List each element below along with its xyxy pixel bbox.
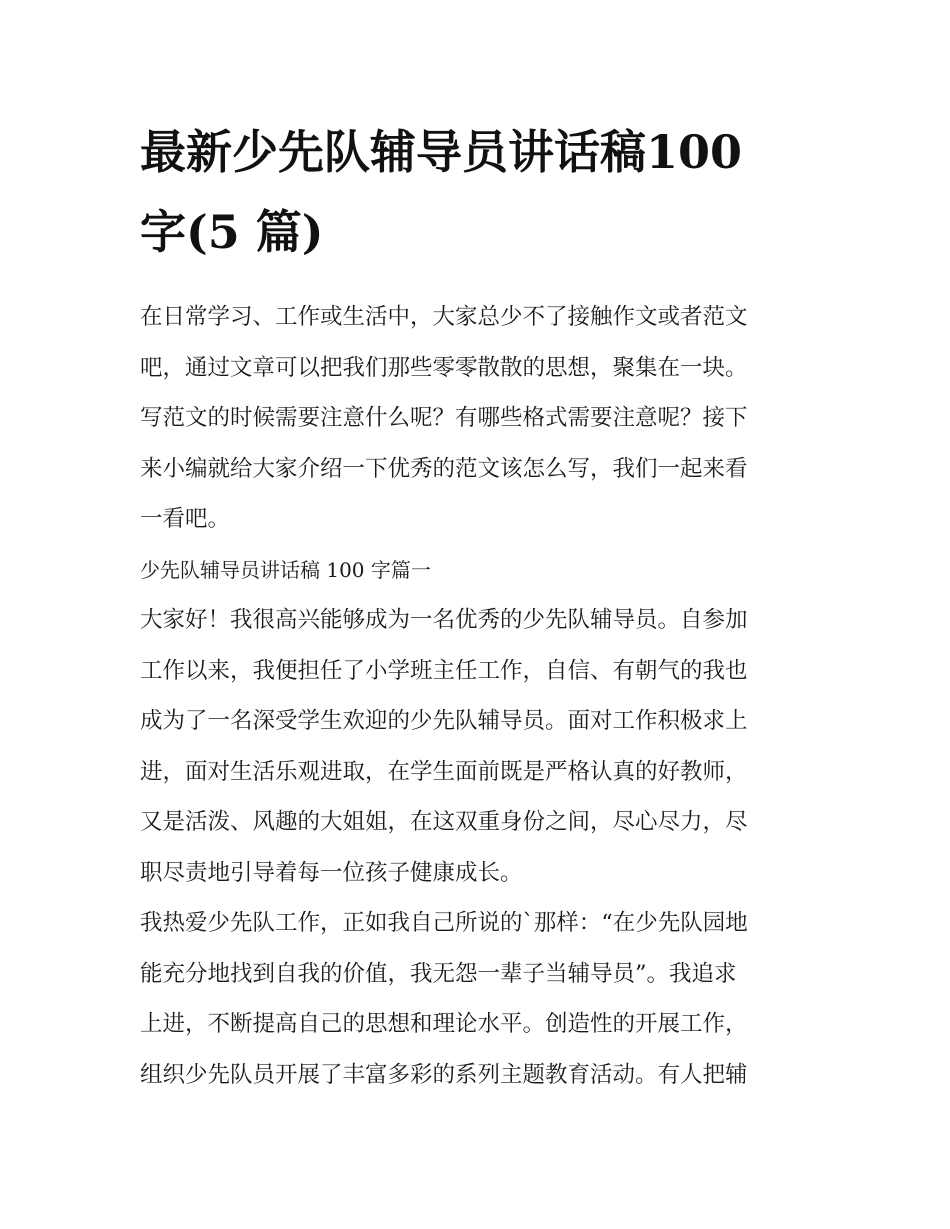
text-line: 写范文的时候需要注意什么呢？有哪些格式需要注意呢？接下 <box>140 405 748 431</box>
text-line: 能充分地找到自我的价值，我无怨一辈子当辅导员”。我追求 <box>140 960 737 987</box>
title-line: 最新少先队辅导员讲话稿100 <box>140 125 743 179</box>
text-line: 来小编就给大家介绍一下优秀的范文该怎么写，我们一起来看 <box>140 455 748 482</box>
text-line: 我热爱少先队工作，正如我自己所说的`那样：“在少先队园地 <box>140 910 748 936</box>
intro-paragraph <box>140 292 812 545</box>
text-line: 成为了一名深受学生欢迎的少先队辅导员。面对工作积极求上 <box>140 708 748 734</box>
text-line: 上进，不断提高自己的思想和理论水平。创造性的开展工作， <box>140 1011 748 1037</box>
body-paragraph-1 <box>140 595 812 898</box>
text-line: 吧，通过文章可以把我们那些零零散散的思想，聚集在一块。 <box>140 354 748 381</box>
document-title <box>140 112 812 272</box>
text-line: 职尽责地引导着每一位孩子健康成长。 <box>140 859 523 886</box>
text-line: 又是活泼、风趣的大姐姐，在这双重身份之间，尽心尽力，尽 <box>140 809 748 835</box>
text-line: 一看吧。 <box>140 506 231 532</box>
text-line: 进，面对生活乐观进取，在学生面前既是严格认真的好教师， <box>140 758 748 785</box>
body-paragraph-2 <box>140 898 812 1100</box>
section-heading: 少先队辅导员讲话稿 100 字篇一 <box>140 557 431 582</box>
document-body <box>140 292 812 1100</box>
text-line: 大家好！我很高兴能够成为一名优秀的少先队辅导员。自参加 <box>140 607 748 633</box>
text-line: 组织少先队员开展了丰富多彩的系列主题教育活动。有人把辅 <box>140 1061 748 1088</box>
title-line: 字(5 篇) <box>140 205 324 259</box>
text-line: 在日常学习、工作或生活中，大家总少不了接触作文或者范文 <box>140 304 748 330</box>
text-line: 工作以来，我便担任了小学班主任工作，自信、有朝气的我也 <box>140 657 748 684</box>
document-page <box>140 112 812 1100</box>
